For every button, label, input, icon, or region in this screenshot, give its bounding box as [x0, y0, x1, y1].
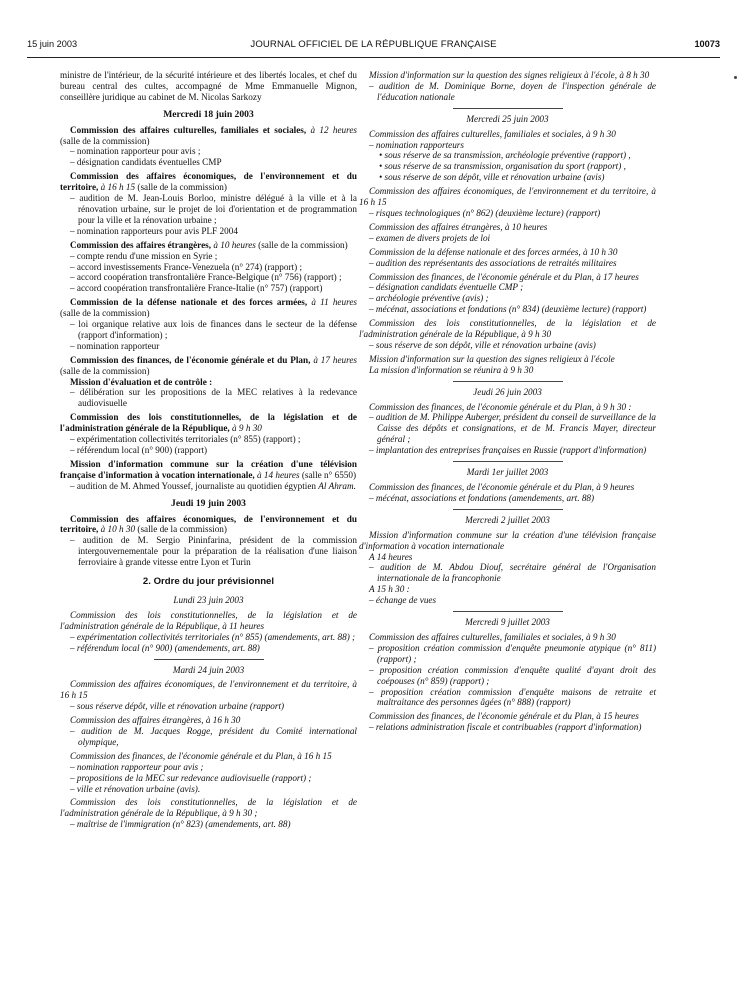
list-item: – archéologie préventive (avis) ;: [369, 293, 489, 304]
list-item: – nomination rapporteur: [70, 340, 160, 351]
list-item: – proposition création commission d'enquête maisons de retraite et maltraitance des personnes âgées (n° 888) (rapport): [369, 686, 656, 708]
entry-heading: Commission des lois constitutionnelles, de la législation et de l'administration générale de la République, à 9 h 30 ;: [60, 797, 357, 819]
margin-mark: [734, 76, 737, 79]
right-column: [359, 70, 656, 733]
list-item: – nomination rapporteurs pour avis PLF 2004: [70, 225, 238, 236]
entry-heading: Commission des affaires économiques, de l'environnement et du territoire, à 10 h 30 (salle de la commission): [60, 513, 357, 535]
entry-heading: Commission des affaires étrangères, à 16 h 30: [70, 715, 241, 726]
day-heading: Mardi 24 juin 2003: [172, 664, 245, 675]
list-item: – accord coopération transfrontalière France-Italie (n° 757) (rapport): [70, 283, 323, 294]
list-item: – compte rendu d'une mission en Syrie ;: [70, 250, 218, 261]
list-item: – mécénat, associations et fondations (amendements, art. 88): [369, 492, 595, 503]
entry-heading: Commission des lois constitutionnelles, de la législation et de l'administration générale de la République, à 9 h 30: [60, 412, 357, 434]
list-subitem: • sous réserve de sa transmission, archéologie préventive (rapport) ,: [379, 150, 631, 161]
separator-line: [453, 611, 563, 612]
list-item: – relations administration fiscale et contribuables (rapport d'information): [369, 722, 642, 733]
entry-heading: Commission des finances, de l'économie générale et du Plan, à 9 heures: [369, 482, 635, 492]
header-date: 15 juin 2003: [27, 39, 78, 49]
entry-heading: Mission d'information commune sur la création d'une télévision française d'information à vocation internationale: [359, 529, 656, 551]
list-item: – délibération sur les propositions de la MEC relatives à la redevance audiovisuelle: [70, 387, 357, 409]
list-item: – maîtrise de l'immigration (n° 823) (amendements, art. 88): [70, 819, 291, 830]
separator-line: [453, 381, 563, 382]
list-item: – référendum local (n° 900) (rapport): [70, 445, 208, 455]
journal-title: JOURNAL OFFICIEL DE LA RÉPUBLIQUE FRANÇAISE: [250, 39, 497, 50]
entry-heading: Commission des finances, de l'économie générale et du Plan, à 15 heures: [369, 711, 639, 722]
list-item: – accord investissements France-Venezuela (n° 274) (rapport) ;: [70, 261, 302, 272]
list-item: – nomination rapporteurs: [369, 139, 464, 150]
entry-heading: Commission des finances, de l'économie générale et du Plan, à 17 heures (salle de la commission): [60, 354, 357, 376]
day-heading: Mercredi 2 juillet 2003: [465, 514, 550, 525]
entry-heading: Commission de la défense nationale et des forces armées, à 11 heures (salle de la commission): [60, 297, 357, 319]
entry-heading: Commission des affaires étrangères, à 10 heures: [369, 221, 548, 232]
day-heading: Jeudi 26 juin 2003: [473, 386, 542, 397]
separator-line: [453, 509, 563, 510]
list-item: – référendum local (n° 900) (amendements, art. 88): [70, 642, 260, 653]
left-column: [60, 70, 357, 830]
list-item: – désignation candidats éventuelles CMP: [70, 157, 222, 168]
entry-heading: Commission des affaires culturelles, familiales et sociales, à 12 heures (salle de la commission): [60, 124, 358, 146]
list-item: – loi organique relative aux lois de finances dans le secteur de la défense (rapport d'information) ;: [70, 319, 357, 340]
entry-heading: Commission des finances, de l'économie générale et du Plan, à 17 heures: [369, 271, 639, 282]
list-item: – proposition création commission d'enquête qualité d'ayant droit des coépouses (n° 859) (rapport) ;: [369, 664, 656, 686]
list-item: – examen de divers projets de loi: [369, 232, 491, 243]
day-heading: Jeudi 19 juin 2003: [171, 497, 246, 509]
entry-heading: Commission des affaires culturelles, familiales et sociales, à 9 h 30: [369, 631, 616, 642]
entry-heading: Commission des finances, de l'économie générale et du Plan, à 16 h 15: [70, 750, 332, 761]
list-item: – propositions de la MEC sur redevance audiovisuelle (rapport) ;: [70, 772, 312, 783]
entry-heading: Mission d'information sur la question des signes religieux à l'école: [369, 353, 615, 364]
subheading: Mission d'évaluation et de contrôle :: [70, 376, 213, 387]
list-item: – sous réserve dépôt, ville et rénovation urbaine (rapport): [70, 701, 285, 712]
list-subitem: • sous réserve de son dépôt, ville et rénovation urbaine (avis): [379, 172, 605, 183]
list-item: – mécénat, associations et fondations (n° 834) (deuxième lecture) (rapport): [369, 304, 647, 315]
section-heading: 2. Ordre du jour prévisionnel: [142, 576, 275, 588]
entry-heading: Commission des finances, de l'économie générale et du Plan, à 9 h 30 :: [369, 401, 632, 412]
separator-line: [453, 461, 563, 462]
time-label: A 15 h 30 :: [369, 584, 410, 595]
separator-line: [154, 659, 264, 660]
list-item: – audition de M. Abdou Diouf, secrétaire général de l'Organisation internationale de la francophonie: [369, 562, 656, 584]
list-item: – échange de vues: [369, 595, 437, 606]
page-header: [27, 39, 720, 53]
list-item: – nomination rapporteur pour avis ;: [70, 146, 201, 157]
entry-heading: Commission des affaires étrangères, à 10 heures (salle de la commission): [70, 239, 348, 250]
entry-heading: Mission d'information commune sur la création d'une télévision française d'information à vocation internationale, à 14 heures (salle n° 6550): [60, 458, 357, 480]
time-label: A 14 heures: [369, 551, 413, 562]
separator-line: [453, 108, 563, 109]
entry-heading: Commission des lois constitutionnelles, de la législation et de l'administration générale de la République, à 9 h 30: [359, 318, 656, 340]
entry-heading: Commission de la défense nationale et des forces armées, à 10 h 30: [369, 246, 618, 257]
day-heading: Mercredi 18 juin 2003: [163, 108, 254, 120]
list-item: – sous réserve de son dépôt, ville et rénovation urbaine (avis): [369, 339, 596, 350]
day-heading: Lundi 23 juin 2003: [173, 594, 244, 605]
day-heading: Mercredi 9 juillet 2003: [465, 617, 550, 628]
list-item: – nomination rapporteur pour avis ;: [70, 761, 204, 772]
entry-heading: Commission des affaires économiques, de l'environnement et du territoire, à 16 h 15: [60, 679, 357, 701]
list-item: – risques technologiques (n° 862) (deuxième lecture) (rapport): [369, 207, 601, 218]
note-line: La mission d'information se réunira à 9 h 30: [369, 364, 534, 375]
list-item: – désignation candidats éventuelle CMP ;: [369, 282, 524, 293]
list-item: – ville et rénovation urbaine (avis).: [70, 783, 201, 794]
list-item: – audition de M. Philippe Auberger, président du conseil de surveillance de la Caisse des dépôts et consignations, et de M. Francis Mayer, directeur général ;: [369, 412, 656, 445]
list-item: – implantation des entreprises françaises en Russie (rapport d'information): [369, 445, 647, 456]
day-heading: Mardi 1er juillet 2003: [466, 467, 549, 478]
list-item: – expérimentation collectivités territoriales (n° 855) (amendements, art. 88) ;: [70, 631, 356, 642]
list-item: – audition des représentants des associations de retraités militaires: [369, 257, 617, 268]
entry-heading: Commission des lois constitutionnelles, de la législation et de l'administration générale de la République, à 11 heures: [60, 609, 357, 631]
list-item: – audition de M. Jacques Rogge, président du Comité international olympique,: [70, 726, 357, 747]
entry-heading: Commission des affaires culturelles, familiales et sociales, à 9 h 30: [369, 128, 616, 139]
list-item: – audition de M. Ahmed Youssef, journaliste au quotidien égyptien Al Ahram.: [70, 480, 356, 491]
header-rule: [27, 57, 720, 58]
entry-heading: Commission des affaires économiques, de l'environnement et du territoire, à 16 h 15 (salle de la commission): [60, 171, 357, 193]
entry-heading: Mission d'information sur la question des signes religieux à l'école, à 8 h 30: [369, 70, 650, 80]
day-heading: Mercredi 25 juin 2003: [466, 113, 549, 124]
list-item: – audition de M. Sergio Pininfarina, président de la commission intergouvernementale pour la préparation de la réalisation d'une liaison ferroviaire à grande vitesse entre Lyon et Turin: [70, 535, 357, 568]
page-number: 10073: [694, 39, 720, 49]
list-item: – expérimentation collectivités territoriales (n° 855) (rapport) ;: [70, 434, 301, 445]
list-item: – proposition création commission d'enquête pneumonie atypique (n° 811) (rapport) ;: [369, 642, 656, 664]
list-item: – audition de M. Dominique Borne, doyen de l'inspection générale de l'éducation nationale: [369, 80, 656, 102]
list-item: – audition de M. Jean-Louis Borloo, ministre délégué à la ville et à la rénovation urbaine, sur le projet de loi d'orientation et de programmation pour la ville et la rénovation urbaine ;: [70, 193, 357, 225]
list-item: – accord coopération transfrontalière France-Belgique (n° 756) (rapport) ;: [70, 272, 342, 283]
intro-paragraph: ministre de l'intérieur, de la sécurité intérieure et des libertés locales, et chef du bureau central des cultes, accompagné de Mme Emmanuelle Mignon, conseillère juridique au cabinet de M. Nicolas Sarkozy: [60, 70, 357, 102]
entry-heading: Commission des affaires économiques, de l'environnement et du territoire, à 16 h 15: [359, 186, 656, 208]
list-subitem: • sous réserve de sa transmission, organisation du sport (rapport) ,: [379, 161, 626, 172]
